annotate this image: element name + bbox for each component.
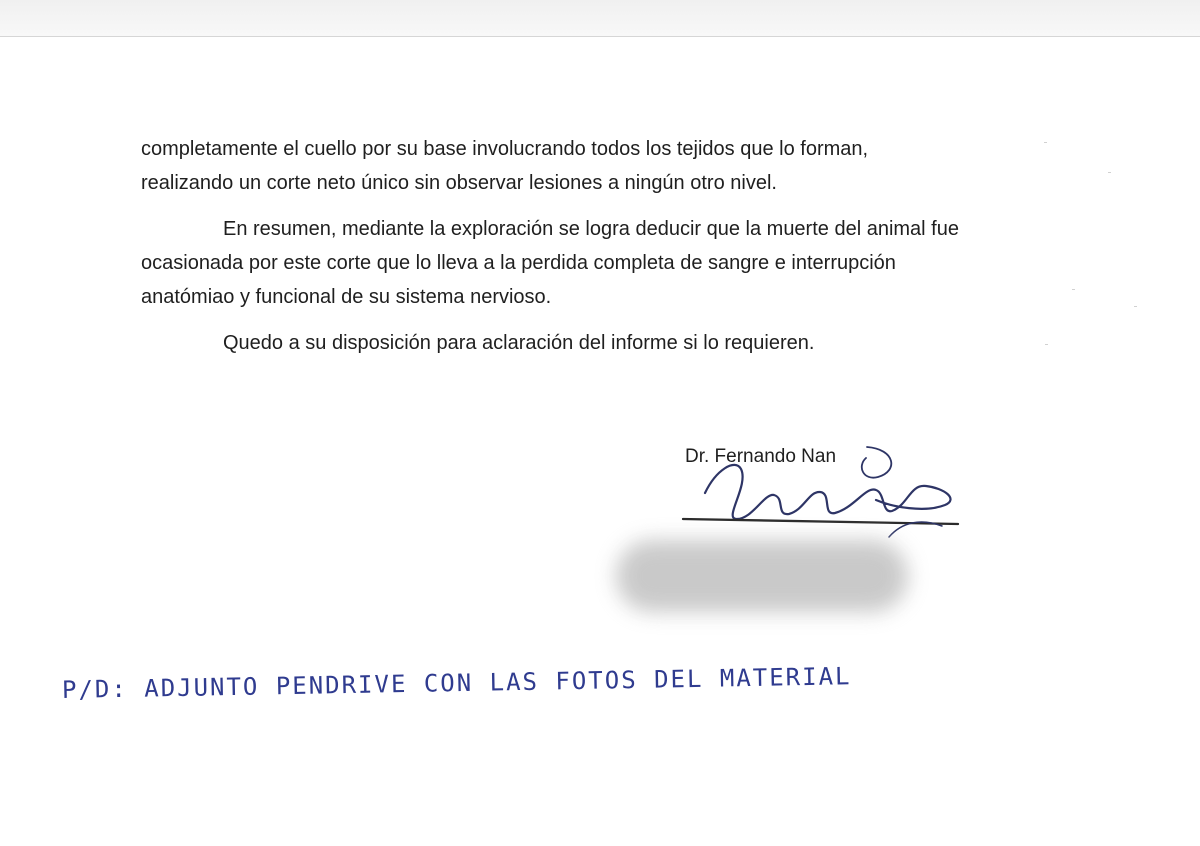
paragraph-2-line-1: En resumen, mediante la exploración se logra deducir que la muerte del animal fue — [223, 218, 959, 240]
signature-name: Dr. Fernando Nan — [685, 446, 837, 467]
signature-underline — [683, 519, 958, 524]
scan-speck — [1044, 142, 1047, 143]
scan-speck — [1045, 344, 1048, 345]
signature-flourish — [889, 522, 942, 537]
scan-speck — [1108, 172, 1111, 173]
paragraph-1-line-2: realizando un corte neto único sin observar lesiones a ningún otro nivel. — [141, 172, 777, 194]
paragraph-2-line-3: anatómiao y funcional de su sistema nervioso. — [141, 286, 552, 308]
paragraph-2-line-2: ocasionada por este corte que lo lleva a la perdida completa de sangre e interrupción — [141, 252, 896, 274]
scan-speck — [1072, 289, 1075, 290]
scan-top-edge — [0, 0, 1200, 37]
paragraph-3 — [141, 326, 1061, 360]
signature-loop — [862, 447, 892, 478]
paragraph-2 — [141, 212, 1061, 314]
paragraph-3-line-1: Quedo a su disposición para aclaración del informe si lo requieren. — [223, 332, 815, 354]
signature-stroke — [705, 465, 951, 519]
report-body — [141, 132, 1061, 360]
scan-speck — [1134, 306, 1137, 307]
paragraph-1 — [141, 132, 1061, 200]
handwritten-note: P/D: ADJUNTO PENDRIVE CON LAS FOTOS DEL MATERIAL — [61, 662, 852, 704]
paragraph-1-line-1: completamente el cuello por su base involucrando todos los tejidos que lo forman, — [141, 138, 869, 160]
redacted-credential — [616, 540, 908, 612]
